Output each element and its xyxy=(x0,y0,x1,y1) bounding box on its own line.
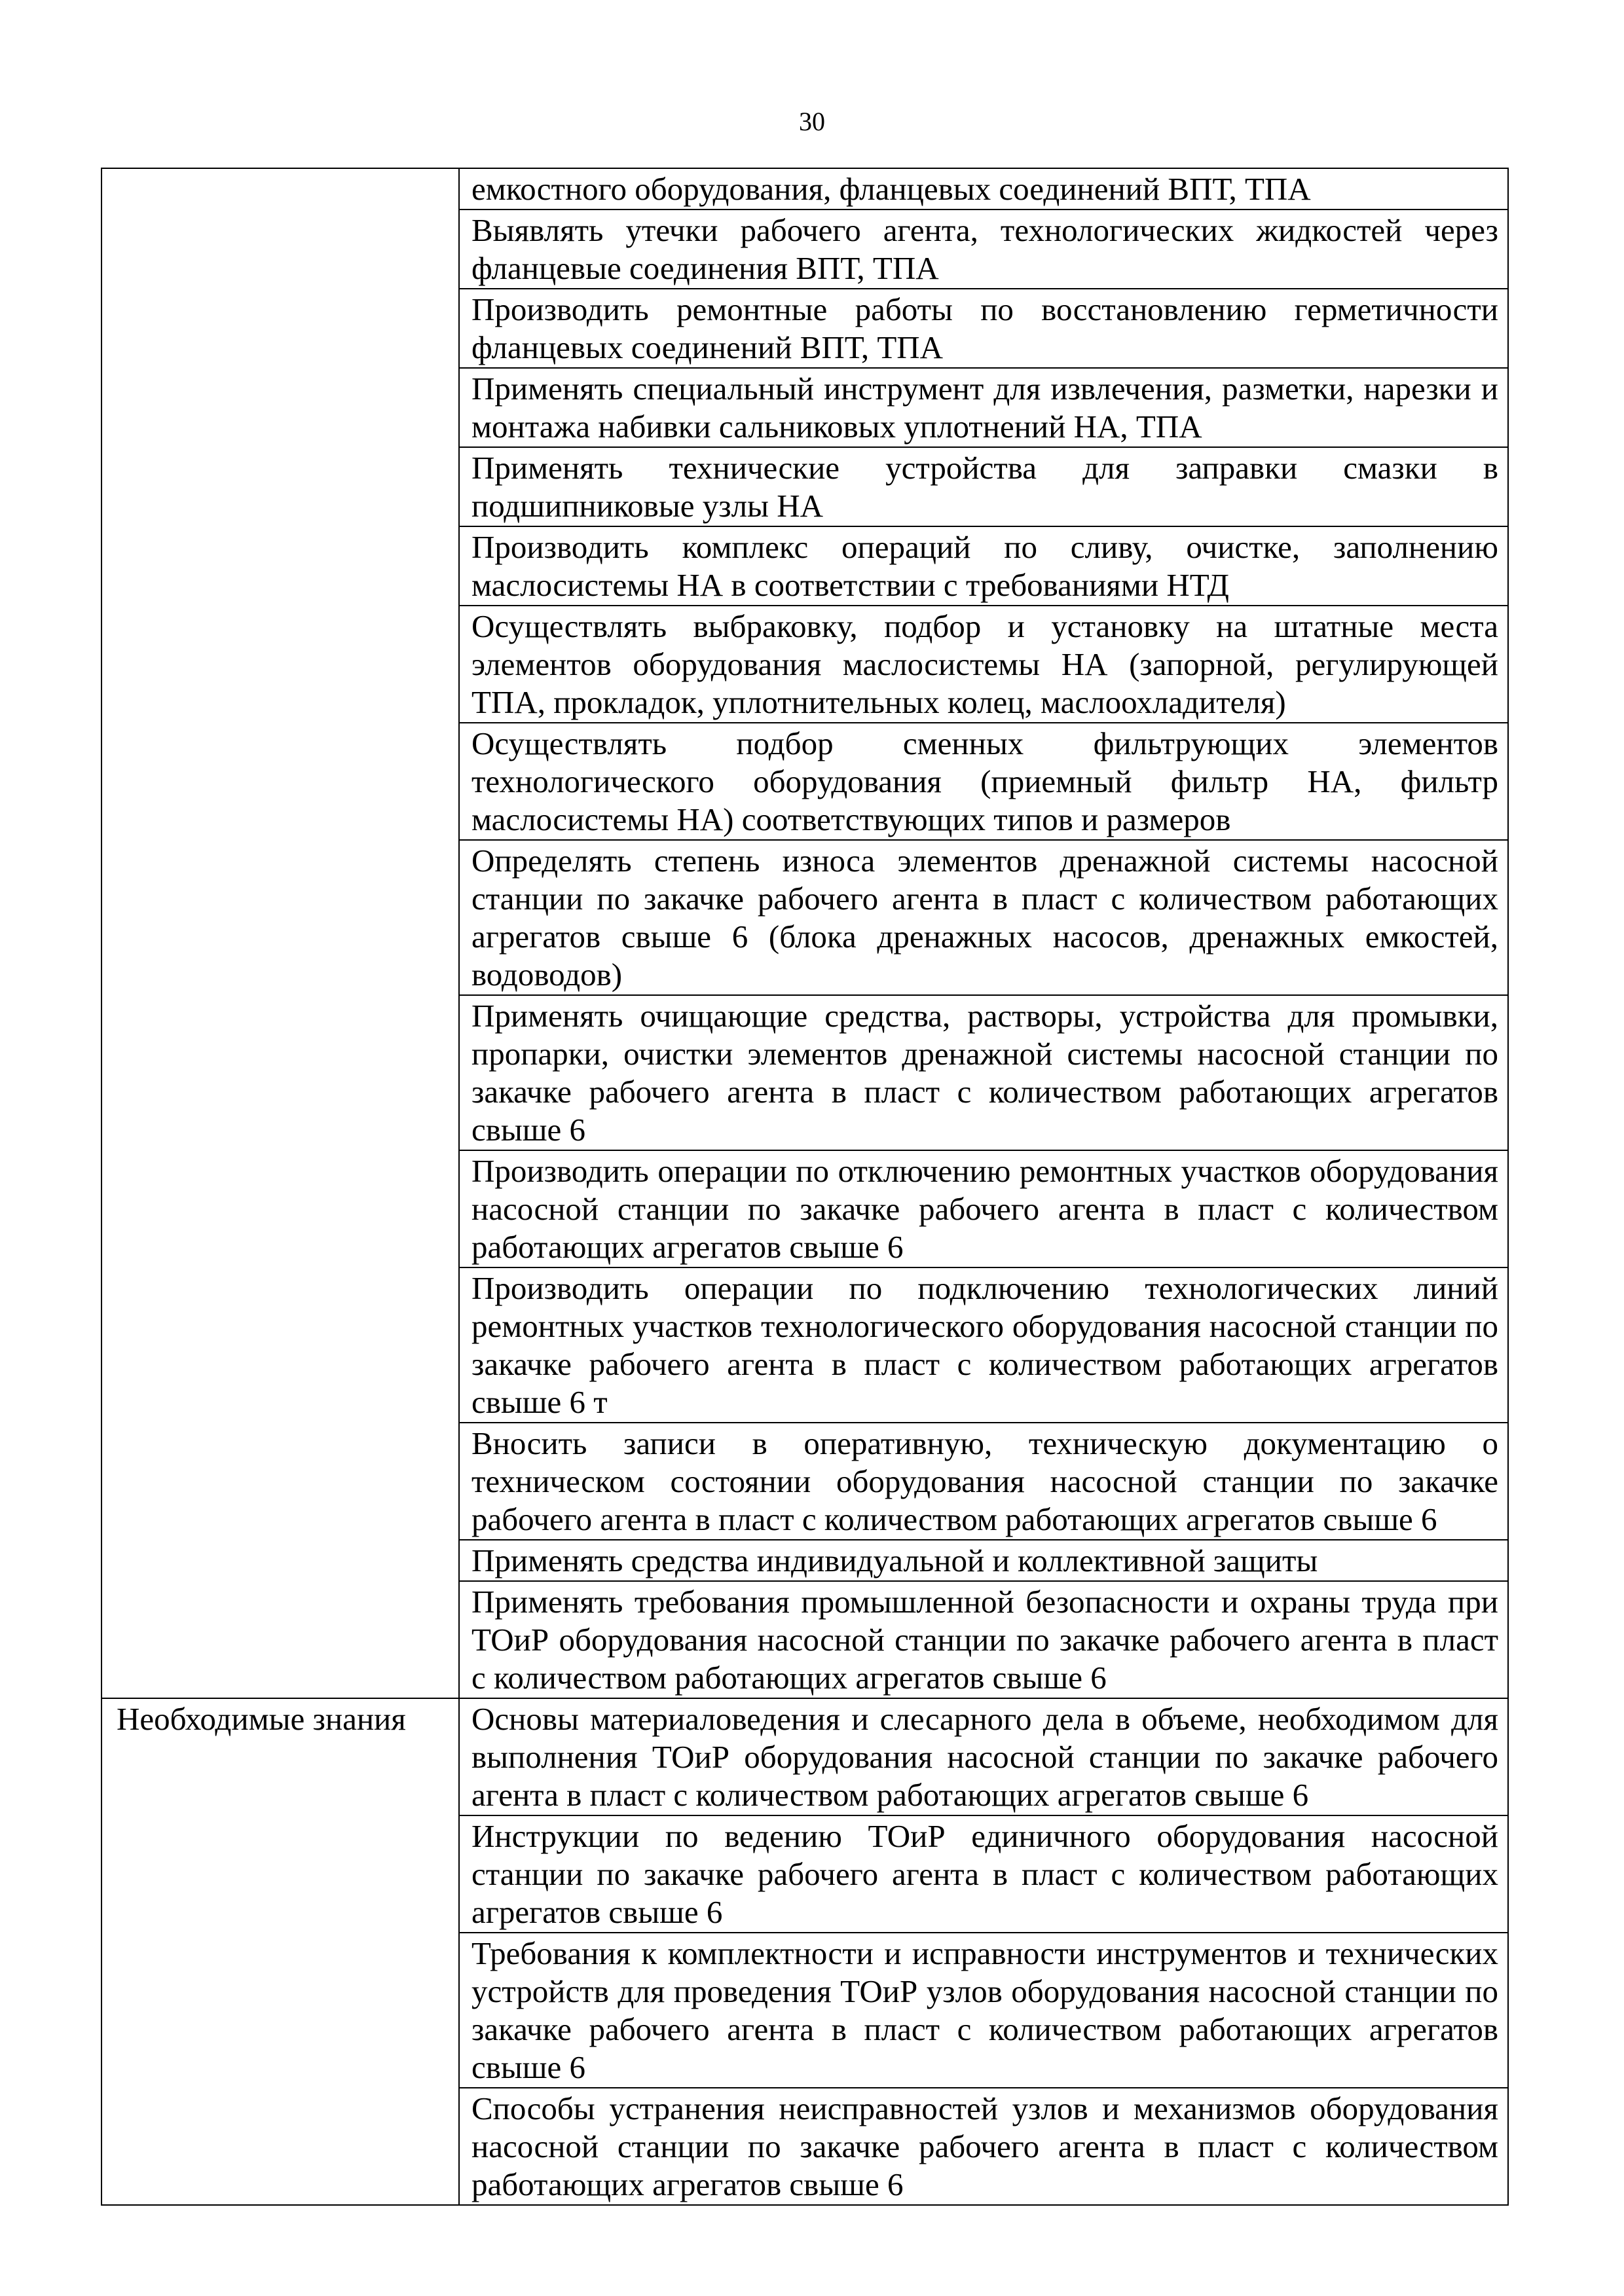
table-cell: Определять степень износа элементов дренажной системы насосной станции по закачке рабочего агента в пласт с количеством работающих агрегатов свыше 6 (блока дренажных насосов, дренажных емкостей, водоводов) xyxy=(459,840,1508,995)
table-cell: Применять требования промышленной безопасности и охраны труда при ТОиР оборудования насосной станции по закачке рабочего агента в пласт с количеством работающих агрегатов свыше 6 xyxy=(459,1581,1508,1698)
page-number: 30 xyxy=(799,107,825,136)
row-label-required-knowledge: Необходимые знания xyxy=(101,1698,459,2205)
table-cell: Применять технические устройства для заправки смазки в подшипниковые узлы НА xyxy=(459,447,1508,526)
table-cell: Основы материаловедения и слесарного дела в объеме, необходимом для выполнения ТОиР оборудования насосной станции по закачке рабочего агента в пласт с количеством работающих агрегатов свыше 6 xyxy=(459,1698,1508,1815)
table-cell: Производить операции по подключению технологических линий ремонтных участков технологического оборудования насосной станции по закачке рабочего агента в пласт с количеством работающих агрегатов свыше 6 т xyxy=(459,1267,1508,1423)
table-cell: Требования к комплектности и исправности инструментов и технических устройств для проведения ТОиР узлов оборудования насосной станции по закачке рабочего агента в пласт с количеством работающих агрегатов свыше 6 xyxy=(459,1933,1508,2088)
table-cell: Способы устранения неисправностей узлов и механизмов оборудования насосной станции по закачке рабочего агента в пласт с количеством работающих агрегатов свыше 6 xyxy=(459,2088,1508,2205)
requirements-table xyxy=(101,168,1509,2206)
table-cell: Производить комплекс операций по сливу, очистке, заполнению маслосистемы НА в соответствии с требованиями НТД xyxy=(459,526,1508,606)
row-label-skills-continued xyxy=(101,168,459,1698)
table-cell: Производить операции по отключению ремонтных участков оборудования насосной станции по закачке рабочего агента в пласт с количеством работающих агрегатов свыше 6 xyxy=(459,1150,1508,1267)
table-cell: Применять очищающие средства, растворы, устройства для промывки, пропарки, очистки элементов дренажной системы насосной станции по закачке рабочего агента в пласт с количеством работающих агрегатов свыше 6 xyxy=(459,995,1508,1150)
table-cell: Осуществлять подбор сменных фильтрующих элементов технологического оборудования (приемный фильтр НА, фильтр маслосистемы НА) соответствующих типов и размеров xyxy=(459,723,1508,840)
table-cell: Выявлять утечки рабочего агента, технологических жидкостей через фланцевые соединения ВПТ, ТПА xyxy=(459,210,1508,289)
table-row xyxy=(101,168,1508,210)
table-row xyxy=(101,1698,1508,1815)
table-cell: Инструкции по ведению ТОиР единичного оборудования насосной станции по закачке рабочего агента в пласт с количеством работающих агрегатов свыше 6 xyxy=(459,1815,1508,1933)
table-cell: емкостного оборудования, фланцевых соединений ВПТ, ТПА xyxy=(459,168,1508,210)
table-cell: Производить ремонтные работы по восстановлению герметичности фланцевых соединений ВПТ, ТПА xyxy=(459,289,1508,368)
table-cell: Применять специальный инструмент для извлечения, разметки, нарезки и монтажа набивки сальниковых уплотнений НА, ТПА xyxy=(459,368,1508,447)
table-cell: Применять средства индивидуальной и коллективной защиты xyxy=(459,1540,1508,1581)
table-cell: Вносить записи в оперативную, техническую документацию о техническом состоянии оборудования насосной станции по закачке рабочего агента в пласт с количеством работающих агрегатов свыше 6 xyxy=(459,1423,1508,1540)
table-cell: Осуществлять выбраковку, подбор и установку на штатные места элементов оборудования маслосистемы НА (запорной, регулирующей ТПА, прокладок, уплотнительных колец, маслоохладителя) xyxy=(459,606,1508,723)
